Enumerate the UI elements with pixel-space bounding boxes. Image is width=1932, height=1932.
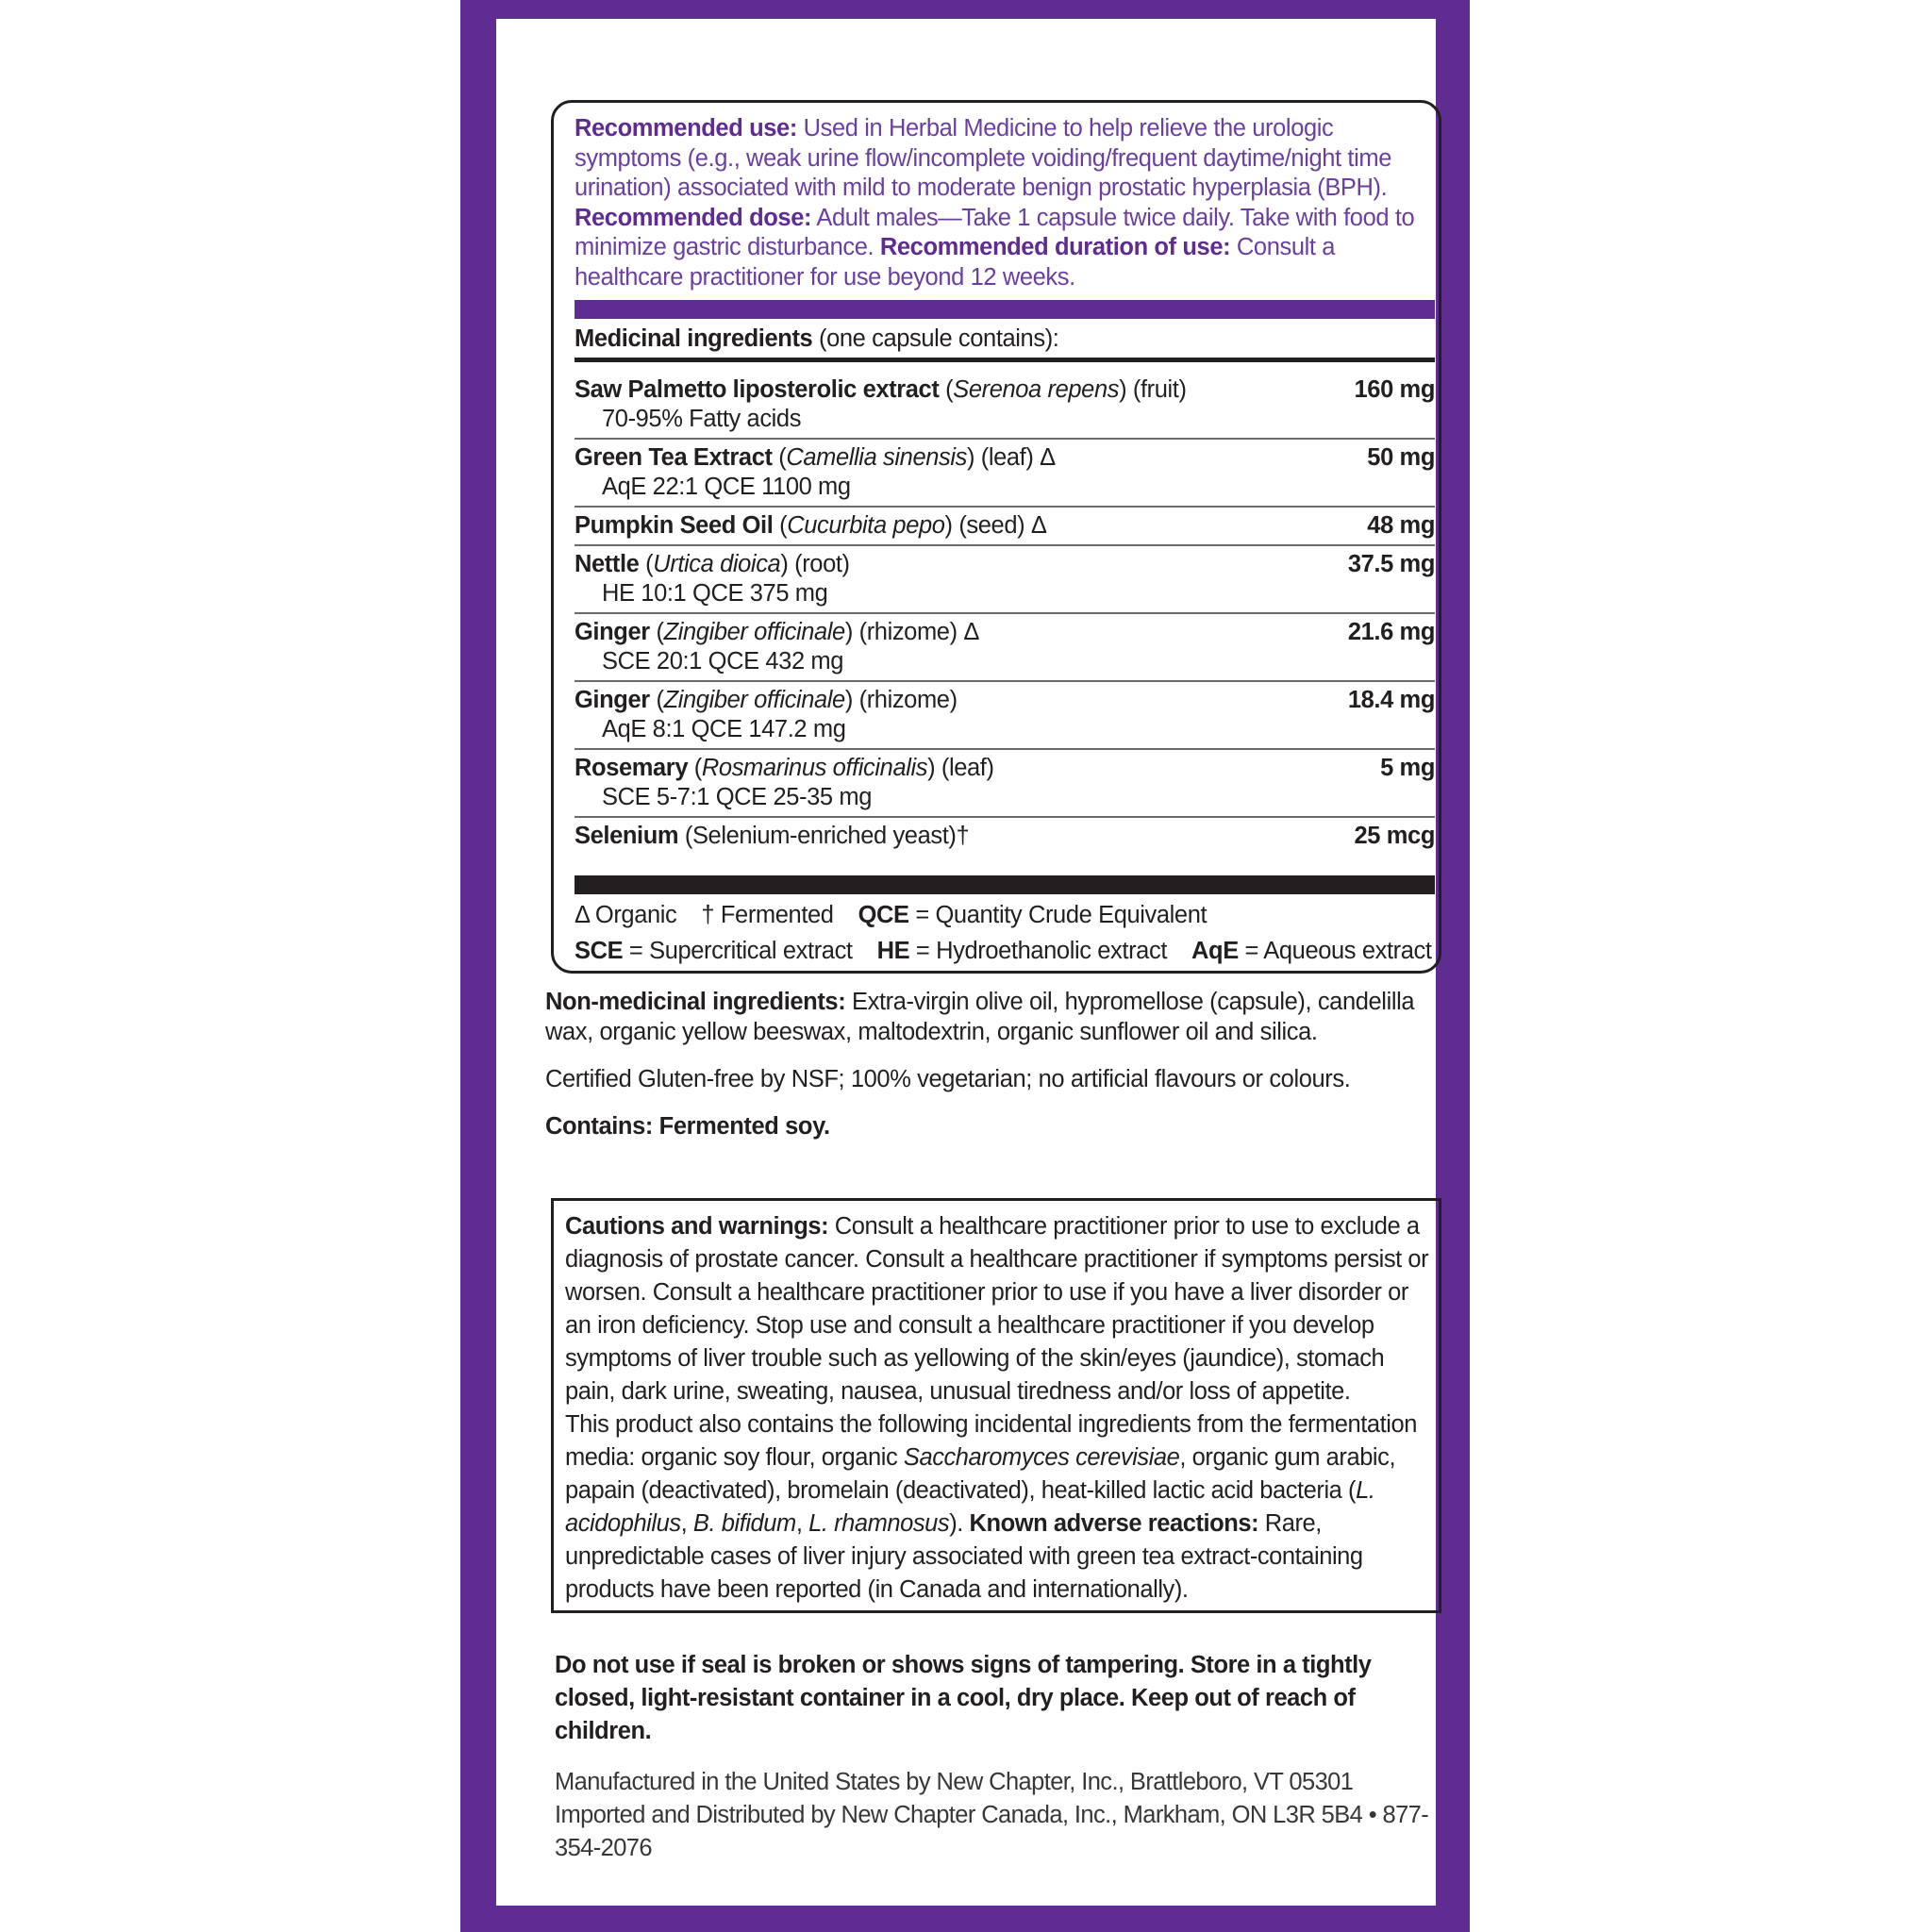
ingredient-amount: 5 mg xyxy=(1380,755,1435,781)
ingredient-line xyxy=(575,511,1435,541)
ingredient-name: Ginger xyxy=(575,619,650,645)
ingredient-pre: ( xyxy=(688,755,702,781)
ingredient-detail: SCE 5-7:1 QCE 25-35 mg xyxy=(602,784,872,810)
ingredient-amount: 50 mg xyxy=(1367,444,1435,471)
cautions-label: Cautions and warnings: xyxy=(565,1213,829,1240)
ingredient-pre: ( xyxy=(939,376,954,403)
ingredient-latin-name: Urtica dioica xyxy=(653,551,781,577)
medicinal-ingredients-heading xyxy=(575,324,1435,362)
ingredient-line xyxy=(575,375,1435,405)
ingredient-line xyxy=(575,822,1435,851)
ingredient-pre: ( xyxy=(772,444,787,471)
legend-he xyxy=(877,938,1167,964)
ingredient-pre: (Selenium-enriched yeast)† xyxy=(678,823,970,849)
recommended-dose-label: Recommended dose: xyxy=(575,204,812,231)
medicinal-ingredients-sublabel: (one capsule contains): xyxy=(812,325,1059,352)
legend-qce-text: = Quantity Crude Equivalent xyxy=(908,902,1208,928)
medicinal-ingredients-label: Medicinal ingredients xyxy=(575,325,813,352)
recommended-duration-label: Recommended duration of use: xyxy=(879,234,1231,260)
ingredient-pre: ( xyxy=(649,687,664,713)
legend-organic: Δ Organic xyxy=(575,902,677,928)
legend-aqe xyxy=(1191,938,1432,964)
legend-qce-abbr: QCE xyxy=(858,902,909,928)
recommended-dose-body: Adult males—Take 1 capsule twice daily. Take with food to minimize gastric disturbance. xyxy=(575,204,1415,260)
incidental-text-5: ). xyxy=(949,1510,970,1537)
incidental-latin-2: L. acidophilus xyxy=(565,1477,1375,1537)
purple-divider xyxy=(575,300,1435,319)
manufacturer-info xyxy=(555,1766,1451,1865)
label-frame xyxy=(460,0,1470,1932)
incidental-latin-4: L. rhamnosus xyxy=(808,1510,950,1537)
ingredient-part: ) (rhizome) Δ xyxy=(844,619,980,645)
recommended-use-label: Recommended use: xyxy=(575,115,797,142)
ingredient-latin-name: Serenoa repens xyxy=(953,376,1120,403)
abbreviation-legend xyxy=(575,897,1435,969)
non-medicinal-label: Non-medicinal ingredients: xyxy=(545,989,846,1015)
ingredient-amount: 160 mg xyxy=(1354,376,1435,403)
ingredient-row xyxy=(575,508,1435,546)
cautions-body: Consult a healthcare practitioner prior to use to exclude a diagnosis of prostate cancer. Consult a healthcare practitioner if symptoms persist or worsen. Consult a healthcare practitioner prior to use if you have a liver disorder or an iron deficiency. Stop use and consult a healthcare practitioner if you develop symptoms of liver trouble such as yellowing of the skin/eyes (jaundice), stomach pain, dark urine, sweating, nausea, unusual tiredness and/or loss of appetite. xyxy=(565,1213,1429,1405)
ingredient-latin-name: Zingiber officinale xyxy=(663,687,845,713)
legend-aqe-abbr: AqE xyxy=(1191,938,1239,964)
legend-he-text: = Hydroethanolic extract xyxy=(909,938,1168,964)
gluten-free-statement: Certified Gluten-free by NSF; 100% vegetarian; no artificial flavours or colours. xyxy=(545,1066,1351,1092)
incidental-text-4: , xyxy=(795,1510,809,1537)
seal-notice: Do not use if seal is broken or shows signs of tampering. Store in a tightly closed, light-resistant container in a cool, dry place. Keep out of reach of children. xyxy=(555,1652,1372,1744)
ingredient-latin-name: Cucurbita pepo xyxy=(787,512,945,539)
ingredient-part: ) (leaf) Δ xyxy=(966,444,1056,471)
ingredient-line xyxy=(575,550,1435,579)
ingredient-row xyxy=(575,682,1435,750)
ingredient-name: Green Tea Extract xyxy=(575,444,773,471)
ingredient-pre: ( xyxy=(639,551,654,577)
adverse-reactions-label: Known adverse reactions: xyxy=(969,1510,1259,1537)
legend-qce xyxy=(858,902,1208,928)
manufacturer-line-1: Manufactured in the United States by New Chapter, Inc., Brattleboro, VT 05301 xyxy=(555,1769,1354,1795)
manufacturer-line-2: Imported and Distributed by New Chapter Canada, Inc., Markham, ON L3R 5B4 • 877-354-2076 xyxy=(555,1802,1429,1861)
ingredient-part: ) (root) xyxy=(780,551,850,577)
incidental-text-3: , xyxy=(680,1510,693,1537)
legend-sce-abbr: SCE xyxy=(575,938,624,964)
ingredient-line xyxy=(575,618,1435,647)
legend-fermented: † Fermented xyxy=(701,902,834,928)
ingredient-row xyxy=(575,440,1435,508)
contains-allergen: Contains: Fermented soy. xyxy=(545,1113,830,1140)
adverse-reactions-text: Rare, unpredictable cases of liver injury associated with green tea extract-containing products have been reported (in Canada and internationally). xyxy=(565,1510,1363,1603)
ingredient-name: Ginger xyxy=(575,687,650,713)
ingredient-latin-name: Zingiber officinale xyxy=(663,619,845,645)
ingredient-name: Selenium xyxy=(575,823,679,849)
label-panel xyxy=(496,19,1436,1906)
ingredient-detail: SCE 20:1 QCE 432 mg xyxy=(602,648,844,675)
ingredient-name: Saw Palmetto liposterolic extract xyxy=(575,376,940,403)
ingredient-name: Pumpkin Seed Oil xyxy=(575,512,774,539)
ingredient-detail: AqE 22:1 QCE 1100 mg xyxy=(602,474,851,500)
recommended-use-text xyxy=(575,114,1427,292)
ingredient-part: ) (rhizome) xyxy=(844,687,958,713)
ingredient-amount: 48 mg xyxy=(1367,512,1435,539)
ingredient-row xyxy=(575,546,1435,614)
ingredient-latin-name: Camellia sinensis xyxy=(786,444,967,471)
ingredient-detail: HE 10:1 QCE 375 mg xyxy=(602,580,828,607)
ingredient-detail: 70-95% Fatty acids xyxy=(602,406,802,432)
ingredient-line xyxy=(575,754,1435,783)
ingredient-amount: 21.6 mg xyxy=(1347,619,1435,645)
recommended-use-box xyxy=(551,100,1441,974)
black-divider xyxy=(575,875,1435,894)
ingredient-part: ) (seed) Δ xyxy=(944,512,1047,539)
legend-line-2 xyxy=(575,933,1435,969)
ingredient-row xyxy=(575,750,1435,818)
ingredient-amount: 18.4 mg xyxy=(1347,687,1435,713)
ingredient-line xyxy=(575,443,1435,473)
incidental-text-2: , organic gum arabic, papain (deactivated), bromelain (deactivated), heat-killed lactic acid bacteria ( xyxy=(565,1444,1396,1504)
ingredient-pre: ( xyxy=(773,512,788,539)
cautions-box xyxy=(551,1198,1441,1613)
ingredient-pre: ( xyxy=(649,619,664,645)
incidental-latin-3: B. bifidum xyxy=(692,1510,796,1537)
legend-sce-text: = Supercritical extract xyxy=(623,938,853,964)
legend-aqe-text: = Aqueous extract xyxy=(1238,938,1432,964)
non-medicinal-text: Extra-virgin olive oil, hypromellose (capsule), candelilla wax, organic yellow beeswax, maltodextrin, organic sunflower oil and silica. xyxy=(545,989,1415,1045)
ingredient-latin-name: Rosmarinus officinalis xyxy=(701,755,928,781)
incidental-latin-1: Saccharomyces cerevisiae xyxy=(903,1444,1180,1471)
ingredient-row xyxy=(575,614,1435,682)
legend-line-1 xyxy=(575,897,1435,933)
ingredient-part: ) (fruit) xyxy=(1119,376,1187,403)
ingredient-name: Rosemary xyxy=(575,755,689,781)
incidental-text-1: This product also contains the following incidental ingredients from the fermentation media: organic soy flour, organic xyxy=(565,1411,1417,1471)
ingredient-amount: 25 mcg xyxy=(1354,823,1435,849)
recommended-use-body: Used in Herbal Medicine to help relieve the urologic symptoms (e.g., weak urine flow/incomplete voiding/frequent daytime/night time urination) associated with mild to moderate benign prostatic hyperplasia (BPH). xyxy=(575,115,1391,201)
non-medicinal-ingredients xyxy=(545,987,1451,1047)
ingredient-part: ) (leaf) xyxy=(927,755,994,781)
ingredient-row xyxy=(575,818,1435,855)
recommended-duration-body: Consult a healthcare practitioner for use beyond 12 weeks. xyxy=(575,234,1336,291)
legend-he-abbr: HE xyxy=(876,938,910,964)
ingredient-line xyxy=(575,686,1435,715)
ingredient-row xyxy=(575,372,1435,440)
ingredient-amount: 37.5 mg xyxy=(1347,551,1435,577)
legend-sce xyxy=(575,938,853,964)
ingredient-detail: AqE 8:1 QCE 147.2 mg xyxy=(602,716,846,742)
ingredient-name: Nettle xyxy=(575,551,640,577)
cautions-text xyxy=(565,1210,1429,1607)
ingredients-table xyxy=(575,372,1435,855)
